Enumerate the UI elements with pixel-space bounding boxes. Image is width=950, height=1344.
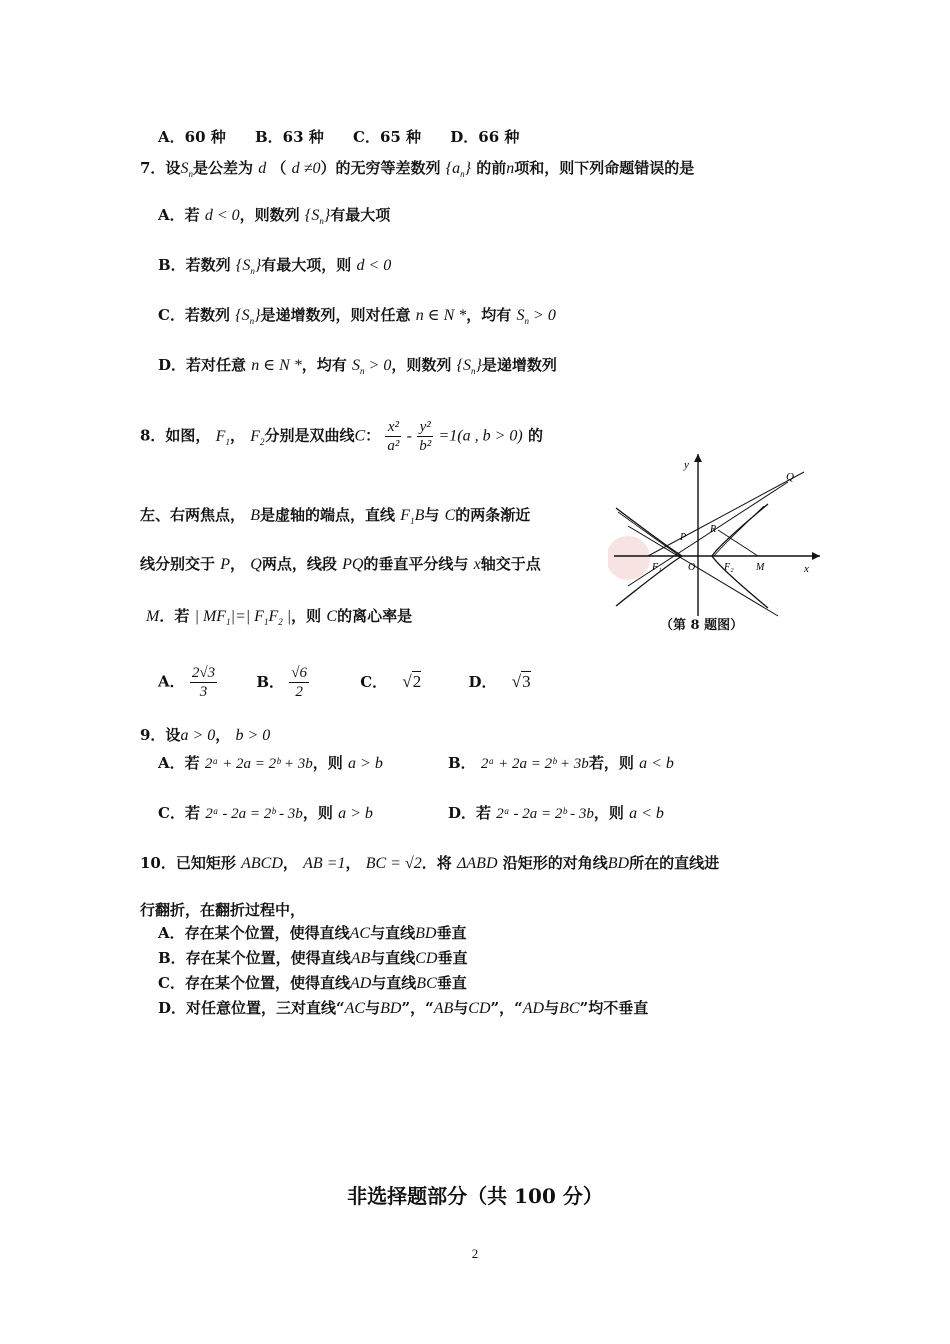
q7-text: ）的无穷等差数列: [320, 159, 441, 177]
q7-option-b: B．若数列 $\{S_n\}$有最大项，则 d < 0: [158, 256, 392, 277]
page-number: 2: [471, 1246, 479, 1261]
label-p: P: [680, 532, 687, 543]
label-y: y: [684, 459, 689, 471]
q6-option-b: B．63 种: [254, 128, 324, 146]
q10-option-a: A．存在某个位置，使得直线AC与直线BD垂直: [158, 924, 467, 942]
q10-stem-line2: 行翻折，在翻折过程中，: [140, 901, 306, 919]
q7-math-d: d: [258, 160, 267, 177]
q7-math-d-ne0: d ≠0: [291, 160, 321, 177]
q6-option-a: A．60 种: [158, 128, 226, 146]
q8-option-b-value: $\frac{√6}{2}$: [291, 665, 307, 700]
q10-stem: 10．已知矩形 ABCD， AB =1， BC = √2．将 ΔABD 沿矩形的对角线BD所在的直线进: [140, 854, 720, 872]
figure-caption: （第 8 题图）: [660, 618, 744, 633]
label-m: M: [756, 562, 765, 573]
q8-option-a-value: $\frac{2√3}{3}$: [191, 665, 216, 700]
q8-stem-line1: 8．如图， $F_1$， $F_2$分别是双曲线C： $\frac{\text{x²}}{\text{a²}}$ - $\frac{\text{y²}}{\text{b²}}$ =1(a , b > 0) 的: [140, 419, 543, 454]
q8-frac-x: $\frac{\text{x²}}{\text{a²}}$: [387, 419, 400, 454]
hyperbola-figure: [608, 446, 830, 642]
q8-option-b-label: B．: [256, 672, 285, 691]
label-o: O: [688, 562, 696, 573]
q7-stem: [140, 157, 694, 185]
q7-math-sn: $S_n$: [180, 160, 193, 180]
q8-option-a-label: A．: [158, 672, 185, 691]
q7-option-a: A．若 d < 0，则数列 $\{S_n\}$有最大项: [158, 206, 391, 227]
q7-math-an: $\{a_n\}$: [445, 160, 472, 180]
q8-stem-line2: 左、右两焦点， B是虚轴的端点，直线 $F_1B$与 C的两条渐近: [140, 506, 531, 527]
label-r: R: [710, 524, 717, 535]
q8-option-d-value: √3: [511, 671, 531, 691]
q9-option-d: D．若 2ᵃ - 2a = 2ᵇ - 3b，则 a < b: [448, 804, 664, 822]
q9-stem: 9．设a > 0， b > 0: [140, 726, 271, 744]
q9-option-c: C．若 2ᵃ - 2a = 2ᵇ - 3b，则 a > b: [158, 804, 373, 822]
q7-text: （: [271, 159, 287, 177]
q7-text: 是公差为: [192, 159, 253, 177]
y-axis-arrow: [694, 454, 702, 462]
q8-option-c-value: √2: [402, 671, 422, 691]
q10-option-c: C．存在某个位置，使得直线AD与直线BC垂直: [158, 974, 467, 992]
label-f1: F₁: [652, 562, 662, 573]
label-x: x: [804, 563, 809, 575]
q7-number: 7．设: [140, 159, 181, 177]
q7-option-d: D．若对任意 n ∈ N *，均有 $S_n > 0$，则数列 $\{S_n\}$是递增数列: [158, 356, 557, 377]
q10-option-d: D．对任意位置，三对直线“AC与BD”，“AB与CD”，“AD与BC”均不垂直: [158, 999, 649, 1017]
q8-frac-y: $\frac{\text{y²}}{\text{b²}}$: [419, 419, 432, 454]
q6-option-d: D．66 种: [450, 128, 520, 146]
q8-option-d-label: D．: [468, 672, 497, 691]
q7-math-n: n: [506, 160, 515, 177]
watermark-blot: [608, 536, 650, 580]
q8-options: [158, 664, 531, 701]
q6-option-c: C．65 种: [353, 128, 422, 146]
label-q: Q: [786, 471, 794, 483]
q8-stem-line3: 线分别交于 P， Q两点，线段 PQ的垂直平分线与 x轴交于点: [140, 555, 541, 573]
q9-option-a-label: A．若: [158, 754, 200, 772]
q9-row-ab: A．若 2ᵃ + 2a = 2ᵇ + 3b，则 a > b: [158, 754, 383, 772]
q9-option-b: B． 2ᵃ + 2a = 2ᵇ + 3b若，则 a < b: [448, 754, 674, 772]
section-title: 非选择题部分（共 100 分）: [347, 1184, 603, 1208]
q10-option-b: B．存在某个位置，使得直线AB与直线CD垂直: [158, 949, 468, 967]
q8-option-c-label: C．: [360, 672, 388, 691]
x-axis-arrow: [812, 552, 820, 560]
q8-stem-line4: M．若 | $MF_1|=|$ $F_1F_2$ |，则 C的离心率是: [146, 607, 413, 628]
q7-option-c: C．若数列 $\{S_n\}$是递增数列，则对任意 n ∈ N *，均有 $S_n > 0$: [158, 306, 556, 327]
label-f2: F₂: [724, 562, 734, 573]
q6-options: [158, 126, 519, 148]
q9-option-a-eq: 2ᵃ + 2a = 2ᵇ + 3b: [204, 756, 313, 772]
q7-text: 的前: [476, 159, 507, 177]
q7-text: 项和，则下列命题错误的是: [514, 159, 695, 177]
q9-option-a-result: a > b: [348, 755, 383, 772]
